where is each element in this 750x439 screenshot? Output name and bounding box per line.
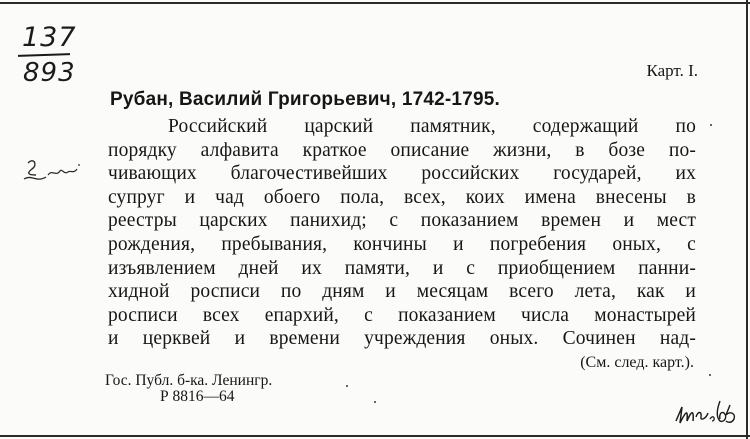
- card-number: Карт. I.: [646, 61, 698, 80]
- description-line: и церквей и времени учреждения оных. Сочинен над-: [108, 328, 696, 350]
- margin-note-copies: [22, 157, 82, 183]
- author-heading: Рубан, Василий Григорьевич, 1742-1795.: [110, 89, 500, 110]
- description-text: [108, 115, 696, 351]
- handwritten-number-top: 137: [22, 22, 77, 53]
- card-border-right: [746, 0, 748, 439]
- paper-speck: [709, 374, 711, 376]
- paper-speck: [346, 385, 348, 387]
- card-border-top: [0, 2, 750, 4]
- description-line: порядку алфавита краткое описание жизни, в бозе по-: [108, 139, 696, 161]
- description-line: супруг и чад обоего пола, всех, коих имена внесены в: [108, 186, 696, 208]
- library-code: Р 8816—64: [160, 388, 235, 405]
- description-line: Российский царский памятник, содержащий по: [168, 116, 696, 137]
- card-border-bottom: [0, 435, 750, 437]
- library-name: Гос. Публ. б-ка. Ленингр.: [105, 372, 273, 389]
- description-line: хидной росписи по дням и месяцам всего лета, как и: [108, 281, 696, 303]
- handwritten-fraction-line: [18, 53, 70, 57]
- description-line: реестры царских панихид; с показанием времен и мест: [108, 210, 696, 232]
- description-line: росписи всех епархий, с показанием числа монастырей: [108, 304, 696, 326]
- description-line: изъявлением дней их памяти, и с приобщением панни-: [108, 257, 696, 279]
- description-line: рождения, пребывания, кончины и погребения оных, с: [108, 233, 696, 255]
- handwritten-number-bottom: 893: [23, 58, 76, 88]
- paper-speck: [710, 124, 712, 126]
- see-next-card-note: (См. след. карт.).: [580, 354, 694, 371]
- paper-speck: [374, 401, 376, 403]
- description-line: чивающих благочестивейших российских государей, их: [108, 163, 696, 185]
- handwritten-signature: [672, 395, 742, 430]
